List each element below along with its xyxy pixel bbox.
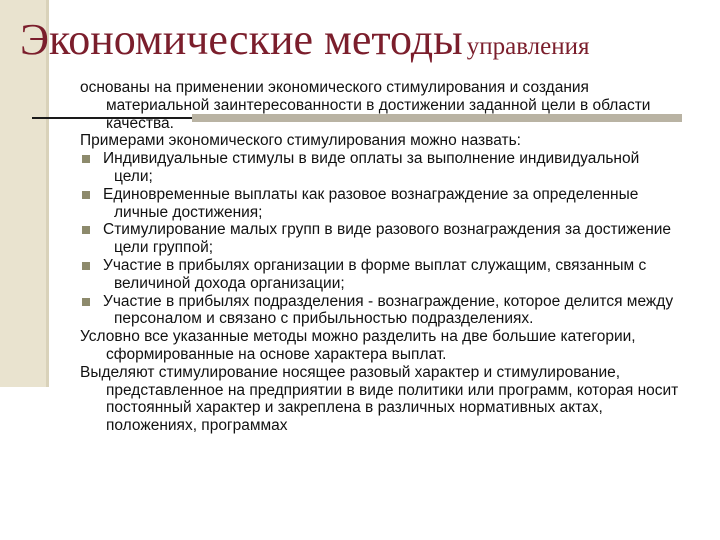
examples-heading: Примерами экономического стимулирования можно назвать: bbox=[80, 132, 521, 150]
title-main: Экономические методы bbox=[20, 15, 463, 64]
bullet-item bbox=[80, 186, 680, 222]
slide-title bbox=[20, 14, 590, 65]
bullet-text: Стимулирование малых групп в виде разового вознаграждения за достижение цели группой; bbox=[103, 221, 672, 257]
bullet-text: Участие в прибылях подразделения - вознаграждение, которое делится между персоналом и связано с прибыльностью подразделениях. bbox=[103, 292, 674, 328]
bullet-item bbox=[80, 293, 680, 329]
bullet-item bbox=[80, 221, 680, 257]
bullet-text: Индивидуальные стимулы в виде оплаты за выполнение индивидуальной цели; bbox=[103, 150, 640, 185]
square-bullet-icon bbox=[82, 191, 90, 199]
bullet-item bbox=[80, 257, 680, 293]
title-tail: управления bbox=[466, 33, 590, 60]
bullet-text: Единовременные выплаты как разовое вознаграждение за определенные личные достижения; bbox=[103, 185, 639, 221]
square-bullet-icon bbox=[82, 226, 90, 234]
square-bullet-icon bbox=[82, 155, 90, 163]
closing-paragraph: Выделяют стимулирование носящее разовый характер и стимулирование, представленное на предприятии в виде политики или программ, которая носит постоянный характер и закреплена в различных нормативных актах, положениях, программах bbox=[80, 363, 679, 435]
square-bullet-icon bbox=[82, 298, 90, 306]
closing-paragraph: Условно все указанные методы можно разделить на две большие категории, сформированные на основе характера выплат. bbox=[80, 328, 636, 363]
square-bullet-icon bbox=[82, 262, 90, 270]
bullet-text: Участие в прибылях организации в форме выплат служащим, связанным с величиной дохода организации; bbox=[103, 256, 647, 292]
intro-paragraph: основаны на применении экономического стимулирования и создания материальной заинтересованности в достижении заданной цели в области качества. bbox=[80, 79, 651, 132]
slide-body bbox=[80, 79, 680, 435]
bullet-item bbox=[80, 150, 680, 186]
